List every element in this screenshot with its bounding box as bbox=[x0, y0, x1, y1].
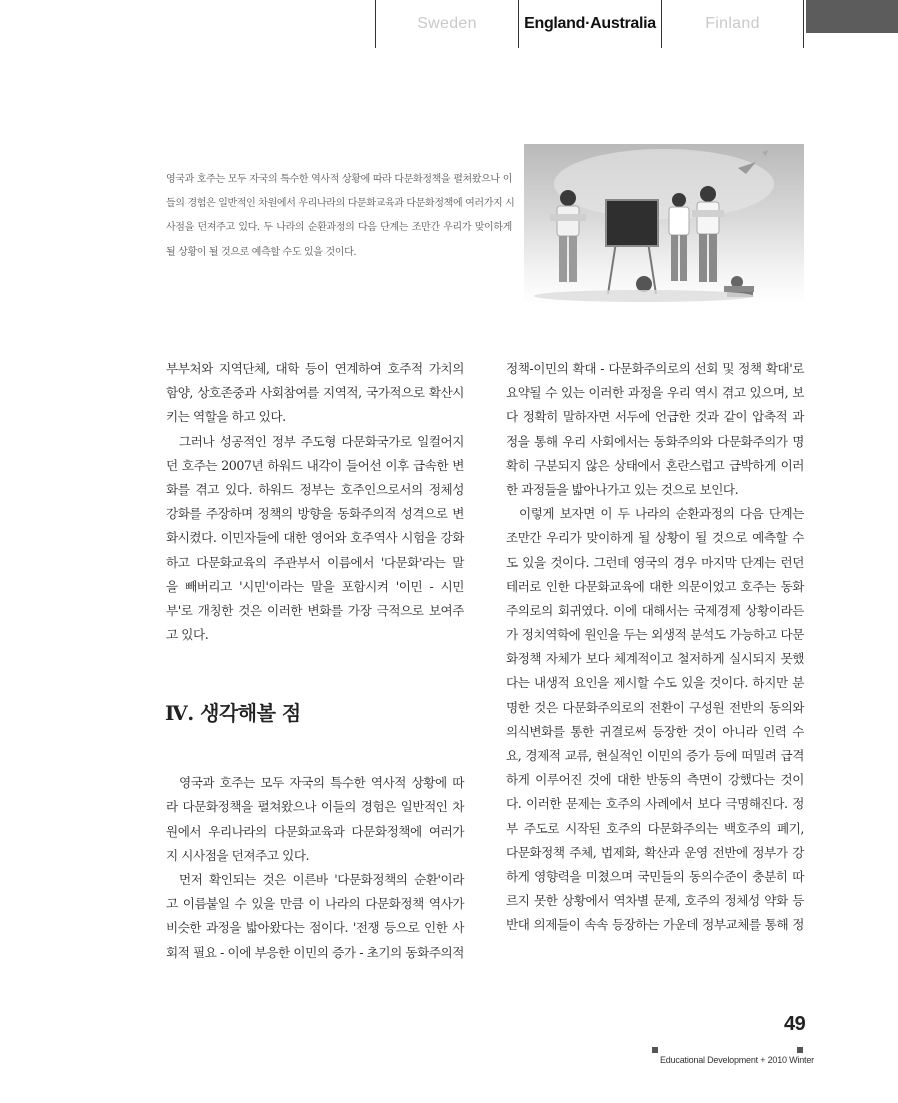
body-line: 회적 필요 - 이에 부응한 이민의 증가 - 초기의 동화주의적 bbox=[166, 944, 464, 960]
body-line: 요약될 수 있는 이러한 과정을 우리 역시 겪고 있으며, 보 bbox=[506, 385, 804, 401]
summary-line: 들의 경험은 일반적인 차원에서 우리나라의 다문화교육과 다문화정책에 여러가지 시 bbox=[166, 198, 515, 210]
body-line: 화정책 자체가 보다 체계적이고 철저하게 실시되지 못했 bbox=[506, 651, 804, 667]
tab-finland[interactable]: Finland bbox=[661, 0, 804, 48]
section-heading: Ⅳ. 생각해볼 점 bbox=[165, 701, 301, 725]
page-number: 49 bbox=[784, 1013, 806, 1035]
body-line: 확히 구분되지 않은 상태에서 혼란스럽고 급박하게 이러 bbox=[506, 457, 804, 473]
body-line: 그러나 성공적인 정부 주도형 다문화국가로 일컬어지 bbox=[179, 433, 464, 449]
tab-sweden[interactable]: Sweden bbox=[375, 0, 518, 48]
body-line: 의식변화를 통한 귀결로써 등장한 것이 아니라 인력 수 bbox=[506, 723, 804, 739]
body-line: 던 호주는 2007년 하워드 내각이 들어선 이후 급속한 변 bbox=[166, 457, 464, 473]
body-line: 주의로의 회귀였다. 이에 대해서는 국제경제 상황이라든 bbox=[506, 602, 804, 618]
body-line: 정책-이민의 확대 - 다문화주의로의 선회 및 정책 확대'로 bbox=[506, 361, 804, 376]
body-line: 화를 겪고 있다. 하워드 정부는 호주인으로서의 정체성 bbox=[166, 481, 464, 497]
body-line: 한 과정들을 밟아나가고 있는 것으로 보인다. bbox=[506, 481, 739, 497]
body-line: 하게 영향력을 미쳤으며 국민들의 동의수준이 충분히 따 bbox=[506, 868, 804, 884]
body-line: 명한 것은 다문화주의로의 전환이 구성원 전반의 동의와 bbox=[506, 699, 804, 715]
body-line: 고 있다. bbox=[166, 627, 209, 643]
summary-line: 영국과 호주는 모두 자국의 특수한 역사적 상황에 따라 다문화정책을 펼쳐왔으나 이 bbox=[166, 174, 512, 185]
body-line: 함양, 상호존중과 사회참여를 지역적, 국가적으로 확산시 bbox=[166, 385, 464, 401]
publication-footer: Educational Development + 2010 Winter bbox=[660, 1055, 814, 1065]
body-line: 부'로 개칭한 것은 이러한 변화를 가장 극적으로 보여주 bbox=[166, 602, 464, 618]
body-line: 다 정확히 말하자면 서두에 언급한 것과 같이 압축적 과 bbox=[506, 409, 804, 425]
body-line: 하고 다문화교육의 주관부서 이름에서 '다문화'라는 말 bbox=[166, 554, 464, 570]
body-line: 키는 역할을 하고 있다. bbox=[166, 409, 286, 425]
body-line: 강화를 주장하며 정책의 방향을 동화주의적 성격으로 변 bbox=[166, 506, 464, 522]
body-line: 먼저 확인되는 것은 이른바 '다문화정책의 순환'이라 bbox=[179, 872, 464, 887]
body-line: 원에서 우리나라의 다문화교육과 다문화정책에 여러가 bbox=[166, 823, 464, 839]
summary-line: 될 상황이 될 것으로 예측할 수도 있을 것이다. bbox=[166, 246, 357, 258]
body-line: 고 이름붙일 수 있을 만큼 이 나라의 다문화정책 역사가 bbox=[166, 896, 464, 912]
footer-square-icon bbox=[652, 1047, 658, 1053]
body-column-left bbox=[166, 357, 464, 965]
article-summary bbox=[166, 167, 515, 264]
summary-line: 사점을 던져주고 있다. 두 나라의 순환과정의 다음 단계는 조만간 우리가 맞이하게 bbox=[166, 222, 512, 234]
body-line: 을 빼버리고 '시민'이라는 말을 포함시켜 '이민 - 시민 bbox=[166, 578, 464, 594]
body-line: 이렇게 보자면 이 두 나라의 순환과정의 다음 단계는 bbox=[519, 506, 804, 522]
body-line: 도 있을 것이다. 그런데 영국의 경우 마지막 단계는 런던 bbox=[506, 554, 804, 570]
body-line: 가 정치역학에 원인을 두는 외생적 분석도 가능하고 다문 bbox=[506, 627, 804, 643]
header-corner-block bbox=[806, 0, 898, 33]
footer-square-icon bbox=[797, 1047, 803, 1053]
tab-england-australia[interactable]: England·Australia bbox=[518, 0, 661, 48]
body-line: 요, 경제적 교류, 현실적인 이민의 증가 등에 떠밀려 급격 bbox=[506, 748, 804, 763]
body-line: 다문화정책 주체, 법제화, 확산과 운영 전반에 정부가 강 bbox=[506, 844, 804, 860]
body-line: 라 다문화정책을 펼쳐왔으나 이들의 경험은 일반적인 차 bbox=[166, 799, 464, 815]
body-line: 반대 의제들이 속속 등장하는 가운데 정부교체를 통해 정 bbox=[506, 917, 804, 933]
body-line: 지 시사점을 던져주고 있다. bbox=[166, 847, 310, 863]
section-tabs bbox=[375, 0, 804, 48]
body-line: 다. 이러한 문제는 호주의 사례에서 보다 극명해진다. 정 bbox=[506, 796, 804, 812]
body-line: 비슷한 과정을 밟아왔다는 점이다. '전쟁 등으로 인한 사 bbox=[166, 920, 464, 936]
body-line: 화시켰다. 이민자들에 대한 영어와 호주역사 시험을 강화 bbox=[166, 530, 464, 546]
body-line: 부 주도로 시작된 호주의 다문화주의는 백호주의 폐기, bbox=[506, 820, 804, 836]
body-line: 영국과 호주는 모두 자국의 특수한 역사적 상황에 따 bbox=[179, 775, 464, 791]
body-line: 르지 못한 상황에서 역차별 문제, 호주의 정체성 약화 등 bbox=[506, 893, 804, 909]
body-line: 부부처와 지역단체, 대학 등이 연계하여 호주적 가치의 bbox=[166, 361, 464, 376]
students-chalkboard-photo bbox=[524, 144, 804, 304]
body-line: 테러로 인한 다문화교육에 대한 의문이었고 호주는 동화 bbox=[506, 578, 804, 594]
body-line: 다는 내생적 요인을 제시할 수도 있을 것이다. 하지만 분 bbox=[506, 675, 804, 691]
body-line: 하게 이루어진 것에 대한 반동의 측면이 강했다는 것이 bbox=[506, 772, 804, 788]
body-column-right bbox=[506, 357, 804, 938]
body-line: 정을 통해 우리 사회에서는 동화주의와 다문화주의가 명 bbox=[506, 433, 804, 449]
body-line: 조만간 우리가 맞이하게 될 상황이 될 것으로 예측할 수 bbox=[506, 530, 804, 546]
